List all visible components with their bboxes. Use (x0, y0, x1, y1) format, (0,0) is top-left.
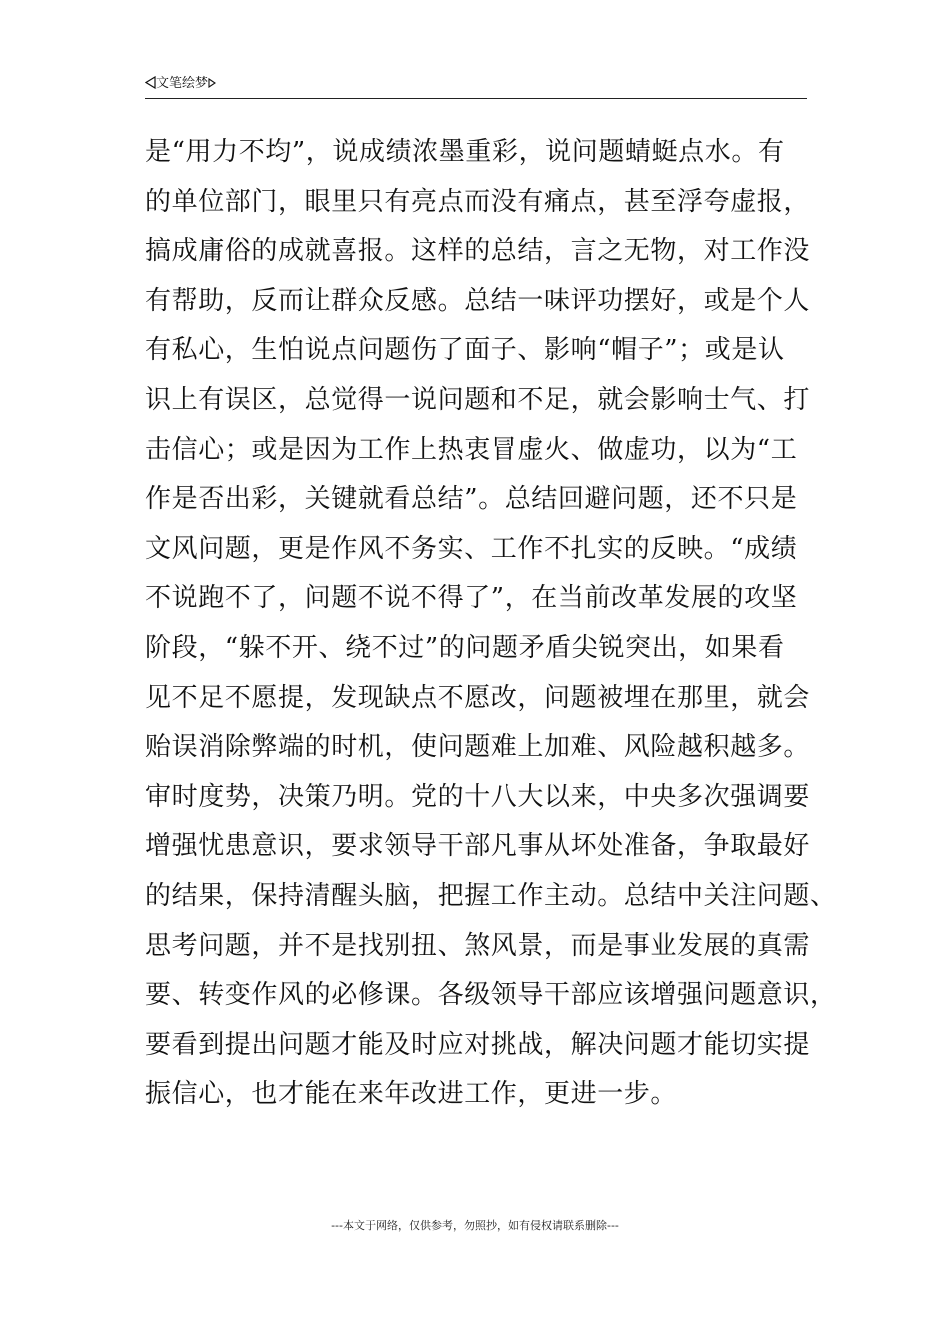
body-line: 阶段，“躲不开、绕不过”的问题矛盾尖锐突出，如果看 (145, 632, 785, 663)
page-header (145, 74, 807, 99)
body-line: 识上有误区，总觉得一说问题和不足，就会影响士气、打 (145, 384, 811, 415)
body-line: 搞成庸俗的成就喜报。这样的总结，言之无物，对工作没 (145, 236, 811, 267)
body-line: 的单位部门，眼里只有亮点而没有痛点，甚至浮夸虚报， (145, 186, 811, 217)
body-line: 振信心，也才能在来年改进工作，更进一步。 (145, 1079, 678, 1110)
body-line: 要看到提出问题才能及时应对挑战，解决问题才能切实提 (145, 1029, 811, 1060)
body-line: 思考问题，并不是找别扭、煞风景，而是事业发展的真需 (145, 930, 811, 961)
body-line: 的结果，保持清醒头脑，把握工作主动。总结中关注问题、 (145, 880, 837, 911)
body-line: 有帮助，反而让群众反感。总结一味评功摆好，或是个人 (145, 285, 811, 316)
body-line: 有私心，生怕说点问题伤了面子、影响“帽子”；或是认 (145, 335, 785, 366)
body-line: 是“用力不均”，说成绩浓墨重彩，说问题蜻蜓点水。有 (145, 137, 785, 167)
body-line: 文风问题，更是作风不务实、工作不扎实的反映。“成绩 (145, 533, 798, 564)
left-triangle-icon (145, 76, 156, 89)
header-title: 文笔绘梦 (156, 76, 209, 91)
body-line: 作是否出彩，关键就看总结”。总结回避问题，还不只是 (145, 484, 798, 515)
body-line: 击信心；或是因为工作上热衷冒虚火、做虚功，以为“工 (145, 434, 798, 465)
body-line: 见不足不愿提，发现缺点不愿改，问题被埋在那里，就会 (145, 682, 811, 713)
document-body (145, 128, 837, 1120)
right-triangle-icon (208, 78, 216, 88)
header-title-group (145, 76, 216, 92)
body-line: 审时度势，决策乃明。党的十八大以来，中央多次强调要 (145, 781, 811, 812)
body-line: 增强忧患意识，要求领导干部凡事从坏处准备，争取最好 (145, 831, 811, 862)
body-line: 要、转变作风的必修课。各级领导干部应该增强问题意识， (145, 980, 837, 1011)
body-line: 贻误消除弊端的时机，使问题难上加难、风险越积越多。 (145, 732, 811, 763)
body-line: 不说跑不了，问题不说不得了”，在当前改革发展的攻坚 (145, 583, 798, 614)
footer-disclaimer: ---本文于网络，仅供参考，勿照抄，如有侵权请联系删除--- (331, 1219, 619, 1232)
